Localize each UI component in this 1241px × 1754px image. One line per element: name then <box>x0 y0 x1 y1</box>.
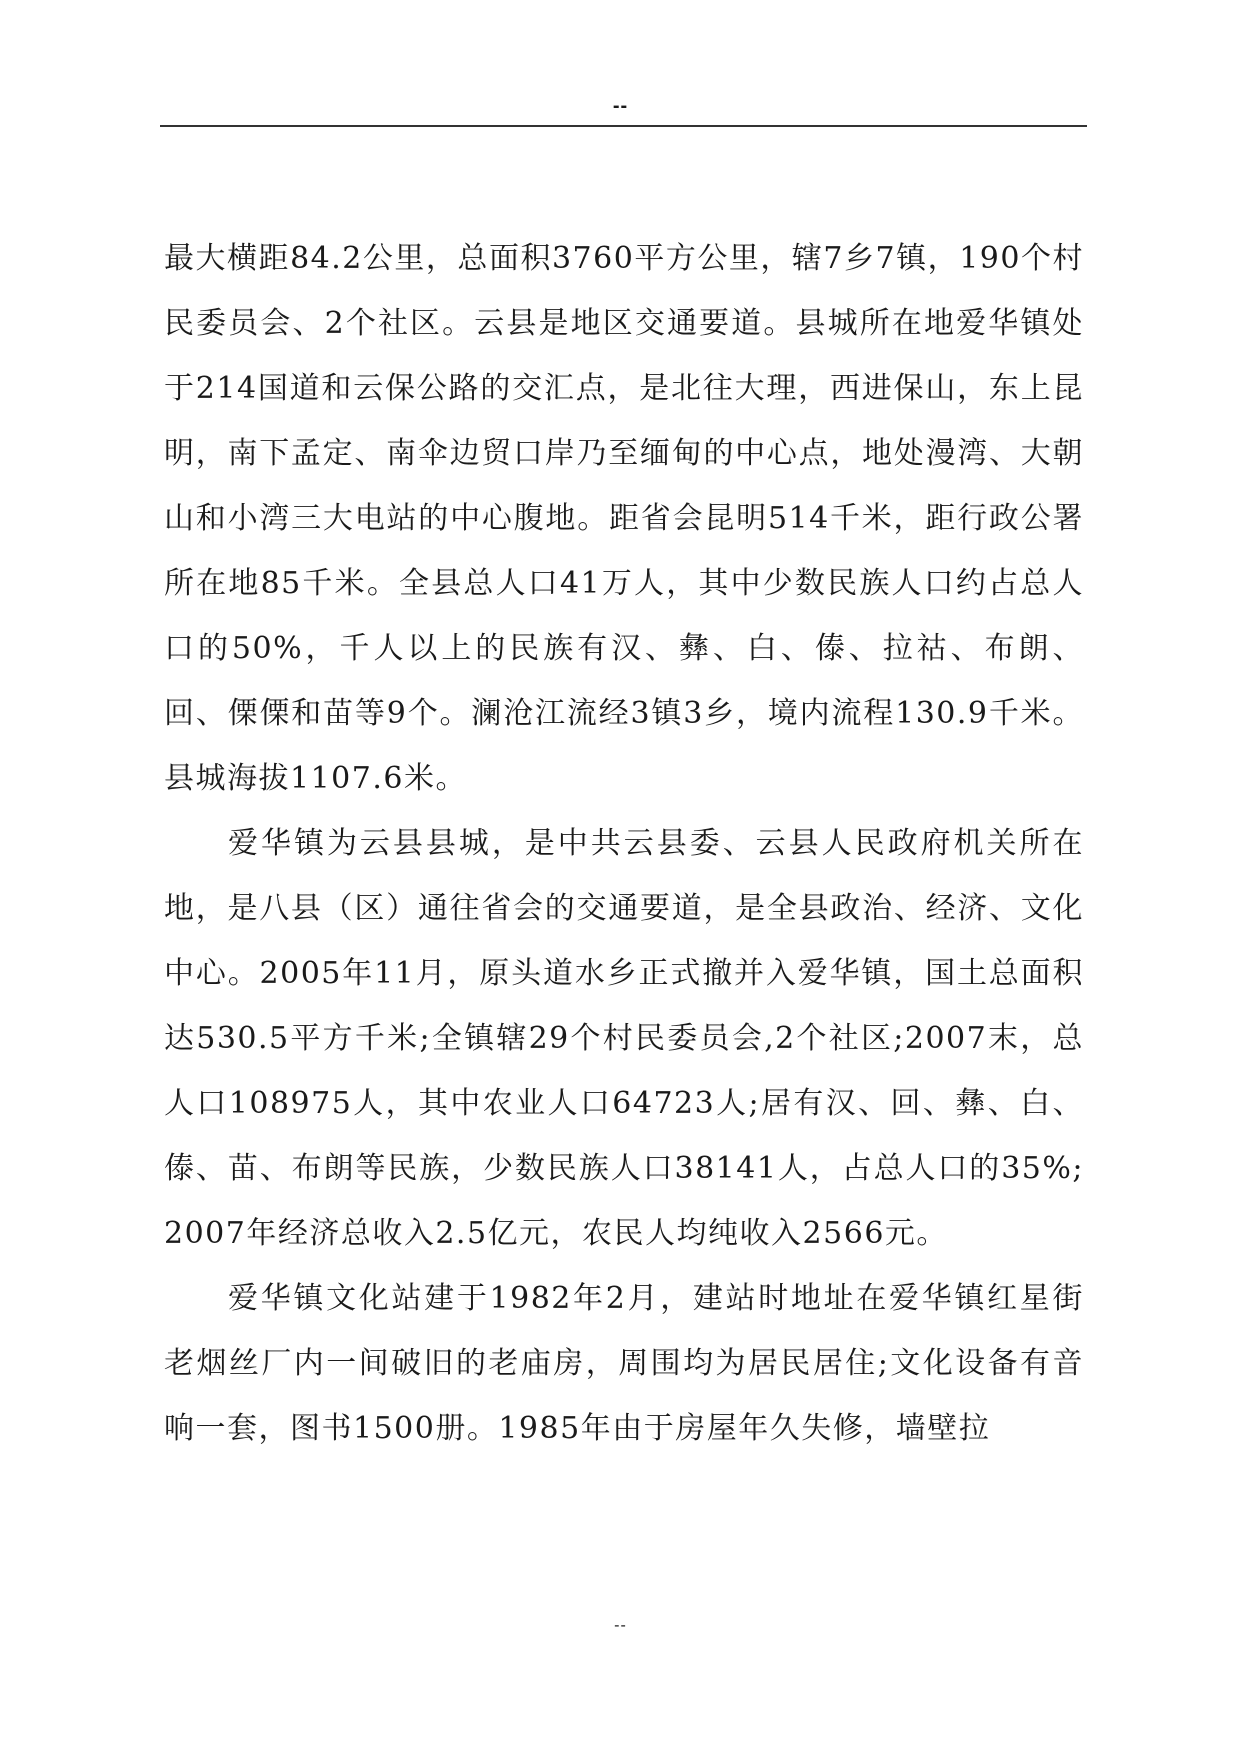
paragraph-1: 最大横距84.2公里，总面积3760平方公里，辖7乡7镇，190个村民委员会、2个社区。云县是地区交通要道。县城所在地爱华镇处于214国道和云保公路的交汇点，是北往大理，西进保山，东上昆明，南下孟定、南伞边贸口岸乃至缅甸的中心点，地处漫湾、大朝山和小湾三大电站的中心腹地。距省会昆明514千米，距行政公署所在地85千米。全县总人口41万人，其中少数民族人口约占总人口的50%，千人以上的民族有汉、彝、白、傣、拉祜、布朗、回、傈傈和苗等9个。澜沧江流经3镇3乡，境内流程130.9千米。县城海拔1107.6米。 <box>164 241 1084 796</box>
header-divider <box>160 125 1087 127</box>
page-footer-mark: -- <box>614 1617 627 1634</box>
paragraph-3: 爱华镇文化站建于1982年2月，建站时地址在爱华镇红星街老烟丝厂内一间破旧的老庙房，周围均为居民居住;文化设备有音响一套，图书1500册。1985年由于房屋年久失修，墙壁拉 <box>164 1281 1084 1446</box>
page-header-mark: -- <box>612 95 629 117</box>
paragraph-2: 爱华镇为云县县城，是中共云县委、云县人民政府机关所在地，是八县（区）通往省会的交通要道，是全县政治、经济、文化中心。2005年11月，原头道水乡正式撤并入爱华镇，国土总面积达530.5平方千米;全镇辖29个村民委员会,2个社区;2007末，总人口108975人，其中农业人口64723人;居有汉、回、彝、白、傣、苗、布朗等民族，少数民族人口38141人，占总人口的35%;2007年经济总收入2.5亿元，农民人均纯收入2566元。 <box>164 826 1084 1251</box>
document-body <box>164 226 1084 1461</box>
